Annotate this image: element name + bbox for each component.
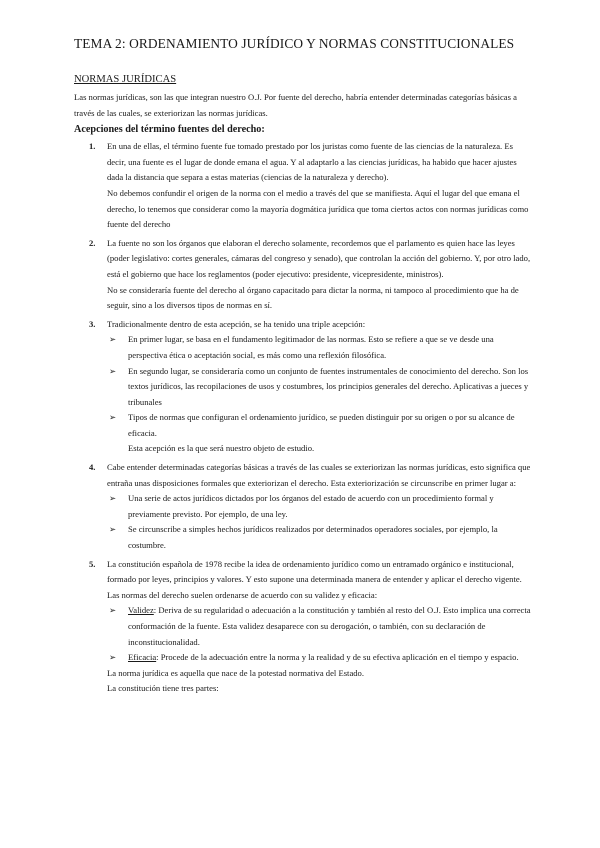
bullet-item — [107, 491, 534, 522]
item-number: 4. — [89, 462, 96, 473]
list-item — [74, 139, 534, 233]
arrow-bullet-icon: ➢ — [109, 524, 117, 535]
bullet-item — [107, 332, 534, 363]
item-paragraph: La norma jurídica es aquella que nace de la potestad normativa del Estado. — [107, 667, 364, 678]
section-heading: NORMAS JURÍDICAS — [74, 74, 177, 85]
term-definition: : Deriva de su regularidad o adecuación a la constitución y también al resto del O.J. Esto implica una correcta conformación de la fuente. Esta validez desaparece con su derogación, o también, con su declaración de inconstitucionalidad. — [128, 605, 531, 647]
bullet-text: Se circunscribe a simples hechos jurídicos realizados por determinados operadores sociales, por ejemplo, la costumbre. — [128, 524, 498, 551]
item-number: 2. — [89, 237, 96, 248]
bullet-item — [107, 650, 534, 666]
term-eficacia: Eficacia — [128, 652, 157, 663]
bullet-item — [107, 603, 534, 650]
arrow-bullet-icon: ➢ — [109, 365, 117, 376]
arrow-bullet-icon: ➢ — [109, 493, 117, 504]
page-title: TEMA 2: ORDENAMIENTO JURÍDICO Y NORMAS CONSTITUCIONALES — [74, 36, 515, 51]
term-validez: Validez — [128, 605, 154, 616]
item-paragraph: No se consideraría fuente del derecho al órgano capacitado para dictar la norma, ni tampoco al procedimiento que ha de seguir, sino a los diversos tipos de normas en sí. — [107, 284, 519, 311]
bullet-text — [128, 603, 534, 650]
item-paragraph: La constitución tiene tres partes: — [107, 683, 219, 694]
item-number: 5. — [89, 558, 96, 569]
arrow-bullet-icon: ➢ — [109, 605, 117, 616]
bullet-list — [107, 603, 534, 665]
item-paragraph: Tradicionalmente dentro de esta acepción, se ha tenido una triple acepción: — [107, 318, 366, 329]
list-item — [74, 460, 534, 554]
bullet-text — [128, 650, 534, 666]
bullet-text: En primer lugar, se basa en el fundamento legitimador de las normas. Esto se refiere a que se ve desde una perspectiva ética o aceptación social, es más como una reflexión filosófica. — [128, 334, 494, 360]
list-item — [74, 236, 534, 314]
item-paragraph: No debemos confundir el origen de la norma con el medio a través del que se manifiesta. Aquí el lugar del que emana el derecho, lo tenemos que considerar como la mayoría dogmática jurídica que toma ciertos actos con normas jurídicas como fuente del derecho — [107, 187, 529, 230]
bullet-text: En segundo lugar, se consideraría como un conjunto de fuentes instrumentales de conocimiento del derecho. Son los textos jurídicos, las recopilaciones de usos y costumbres, los principios generales del derecho. Aplicativas a jueces y tribunales — [128, 365, 529, 407]
item-paragraph: En una de ellas, el término fuente fue tomado prestado por los juristas como fuente de las ciencias de la naturaleza. Es decir, una fuente es el lugar de donde emana el agua. Y al adaptarlo a las ciencias jurídicas, ha habido que hacer ajustes dada la distancia que separa a estas materias (ciencias de la naturaleza y derecho). — [107, 141, 517, 183]
item-number: 1. — [89, 141, 96, 152]
bullet-list — [107, 491, 534, 553]
intro-paragraph: Las normas jurídicas, son las que integran nuestro O.J. Por fuente del derecho, habría entender determinadas categorías básicas a través de las cuales, se exteriorizan las normas jurídicas. — [74, 92, 517, 118]
bullet-text: Tipos de normas que configuran el ordenamiento jurídico, se pueden distinguir por su origen o por su alcance de eficacia. — [128, 412, 515, 438]
bullet-text: Una serie de actos jurídicos dictados por los órganos del estado de acuerdo con un procedimiento formal y previamente previsto. Por ejemplo, de una ley. — [128, 493, 494, 519]
item-number: 3. — [89, 318, 96, 329]
bullet-list — [107, 332, 534, 441]
bullet-item — [107, 364, 534, 411]
item-paragraph: La constitución española de 1978 recibe la idea de ordenamiento jurídico como un entramado orgánico e institucional, formado por leyes, principios y valores. Y esto supone una determinada manera de entender y aplicar el derecho vigente. — [107, 558, 522, 585]
item-paragraph: Las normas del derecho suelen ordenarse de acuerdo con su validez y eficacia: — [107, 589, 378, 600]
bullet-item — [107, 410, 534, 441]
arrow-bullet-icon: ➢ — [109, 652, 117, 663]
list-item — [74, 317, 534, 457]
arrow-bullet-icon: ➢ — [109, 334, 117, 345]
item-paragraph: La fuente no son los órganos que elaboran el derecho solamente, recordemos que el parlamento es quien hace las leyes (poder legislativo: cortes generales, cámaras del congreso y senado), que controlan la acción del gobierno. Y, por otro lado, está el gobierno que hace los reglamentos (poder ejecutivo: presidente, vicepresidente, ministros). — [107, 237, 531, 279]
numbered-list — [74, 139, 534, 697]
bullet-item — [107, 522, 534, 553]
item-paragraph: Cabe entender determinadas categorías básicas a través de las cuales se exteriorizan las normas jurídicas, esto significa que entraña unas disposiciones formales que exteriorizan el derecho. Esta exteriorización se circunscribe en primer lugar a: — [107, 462, 531, 488]
term-definition: : Procede de la adecuación entre la norma y la realidad y de su efectiva aplicación en el tiempo y espacio. — [156, 652, 519, 663]
list-item — [74, 557, 534, 697]
item-paragraph: Esta acepción es la que será nuestro objeto de estudio. — [128, 443, 315, 454]
arrow-bullet-icon: ➢ — [109, 412, 117, 423]
subheading: Acepciones del término fuentes del derecho: — [74, 124, 265, 136]
